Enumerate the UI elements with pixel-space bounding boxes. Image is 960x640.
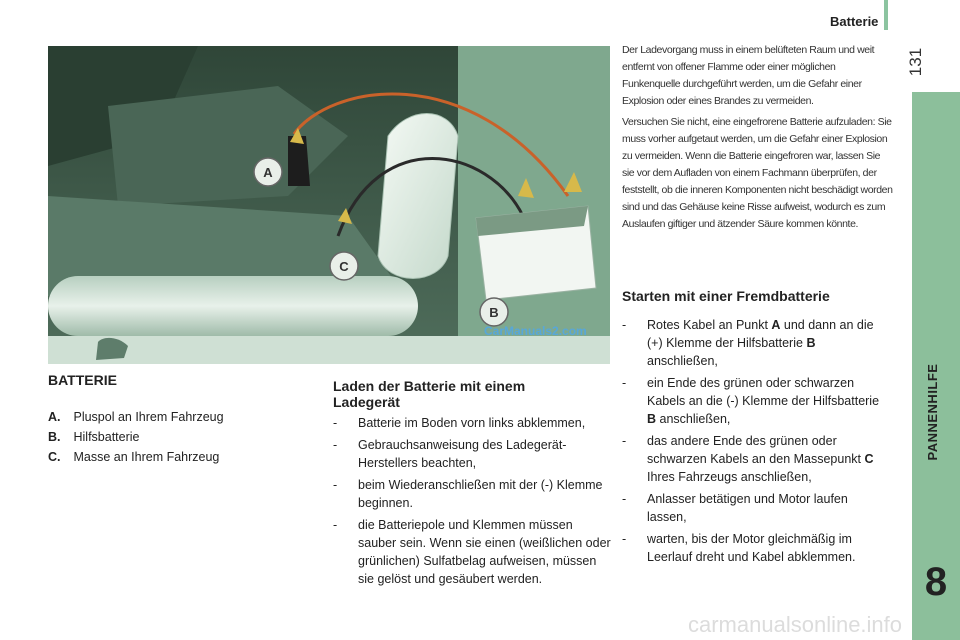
list-item: [622, 316, 884, 370]
callout-b: [480, 298, 508, 326]
callout-a: [254, 158, 282, 186]
legend-key: C.: [48, 450, 61, 464]
footer-watermark: carmanualsonline.info: [688, 612, 903, 637]
list-dash: -: [622, 434, 627, 448]
warning-note: [622, 42, 894, 237]
charging-heading: Laden der Batterie mit einem Ladegerät: [333, 378, 526, 410]
list-dash: -: [333, 518, 338, 532]
legend-key: A.: [48, 410, 61, 424]
step-text: anschließen,: [647, 354, 718, 368]
list-dash: -: [622, 376, 627, 390]
header-accent-bar: [884, 0, 888, 30]
warning-paragraph-ventilation: Der Ladevorgang muss in einem belüfteten Raum und weit entfernt von offener Flamme oder einer möglichen Funkenquelle durchgeführt werden, um die Gefahr einer Explosion oder eines Brandes zu vermeiden.: [622, 44, 875, 107]
list-item: [333, 516, 613, 588]
step-text: anschließen,: [656, 412, 731, 426]
list-item: [622, 432, 884, 486]
grille-area: [48, 336, 610, 364]
chapter-label: PANNENHILFE: [925, 363, 940, 461]
step-text: Rotes Kabel an Punkt: [647, 318, 772, 332]
bumper-cylinder: [48, 276, 418, 336]
step-text: das andere Ende des grünen oder schwarzen Kabels an den Massepunkt: [647, 434, 865, 466]
list-dash: -: [622, 492, 627, 506]
list-dash: -: [333, 438, 338, 452]
legend-item-c: [48, 450, 224, 470]
legend-key: B.: [48, 430, 61, 444]
list-item-text: Gebrauchsanweisung des Ladegerät-Herstellers beachten,: [358, 438, 567, 470]
point-label: C: [864, 452, 874, 466]
callout-a-label: A: [263, 165, 273, 180]
warning-paragraph-frozen: Versuchen Sie nicht, eine eingefrorene Batterie aufzuladen: Sie muss vorher aufgetaut werden, um die Gefahr einer Explosion zu vermeiden. Wenn die Batterie eingefroren war, lassen Sie sie vor dem Aufladen von einem Fachmann überprüfen, der feststellt, ob die inneren Komponenten nicht beschädigt worden sind und das Gehäuse keine Risse aufweist, wodurch es zum Auslaufen giftiger und ätzender Säure kommen könnte.: [622, 116, 893, 230]
list-item: [622, 490, 884, 526]
list-dash: -: [622, 532, 627, 546]
legend-item-b: [48, 430, 224, 450]
jumpstart-heading: Starten mit einer Fremdbatterie: [622, 288, 830, 304]
figure-watermark: CarManuals2.com: [484, 324, 587, 338]
page-number: 131: [906, 47, 925, 77]
list-item: [622, 374, 884, 428]
step-text: warten, bis der Motor gleichmäßig im Leerlauf dreht und Kabel abklemmen.: [647, 532, 856, 564]
list-dash: -: [622, 318, 627, 332]
jumpstart-steps: [622, 316, 884, 570]
callout-c-label: C: [339, 259, 349, 274]
list-item-text: beim Wiederanschließen mit der (-) Klemme beginnen.: [358, 478, 603, 510]
list-item-text: die Batteriepole und Klemmen müssen sauber sein. Wenn sie einen (weißlichen oder grünlichen) Sulfatbelag aufweisen, müssen sie gelöst und gesäubert werden.: [358, 518, 611, 586]
point-label: B: [647, 412, 657, 426]
list-item: [333, 476, 613, 512]
callout-b-label: B: [489, 305, 499, 320]
step-text: Anlasser betätigen und Motor laufen lassen,: [647, 492, 848, 524]
page-section-title: Batterie: [830, 14, 879, 29]
legend-text: Masse an Ihrem Fahrzeug: [73, 450, 220, 464]
legend-item-a: [48, 410, 224, 430]
legend-text: Pluspol an Ihrem Fahrzeug: [73, 410, 224, 424]
charging-steps: [333, 414, 613, 592]
step-text: Ihres Fahrzeugs anschließen,: [647, 470, 812, 484]
list-item: [333, 436, 613, 472]
step-text: ein Ende des grünen oder schwarzen Kabels an die (-) Klemme der Hilfsbatterie: [647, 376, 880, 408]
chapter-number: 8: [924, 560, 948, 604]
legend-text: Hilfsbatterie: [73, 430, 140, 444]
point-label: B: [806, 336, 816, 350]
battery-heading: BATTERIE: [48, 372, 117, 388]
point-label: A: [771, 318, 781, 332]
engine-bay-drawing: [48, 46, 610, 364]
figure-legend: [48, 410, 224, 470]
list-item: [333, 414, 613, 432]
engine-bay-illustration: [48, 46, 610, 364]
list-dash: -: [333, 416, 338, 430]
list-item-text: Batterie im Boden vorn links abklemmen,: [358, 416, 586, 430]
list-dash: -: [333, 478, 338, 492]
callout-c: [330, 252, 358, 280]
mirror-panel: [378, 114, 458, 279]
list-item: [622, 530, 884, 566]
step-text: und dann an die (+) Klemme der Hilfsbatterie: [647, 318, 874, 350]
